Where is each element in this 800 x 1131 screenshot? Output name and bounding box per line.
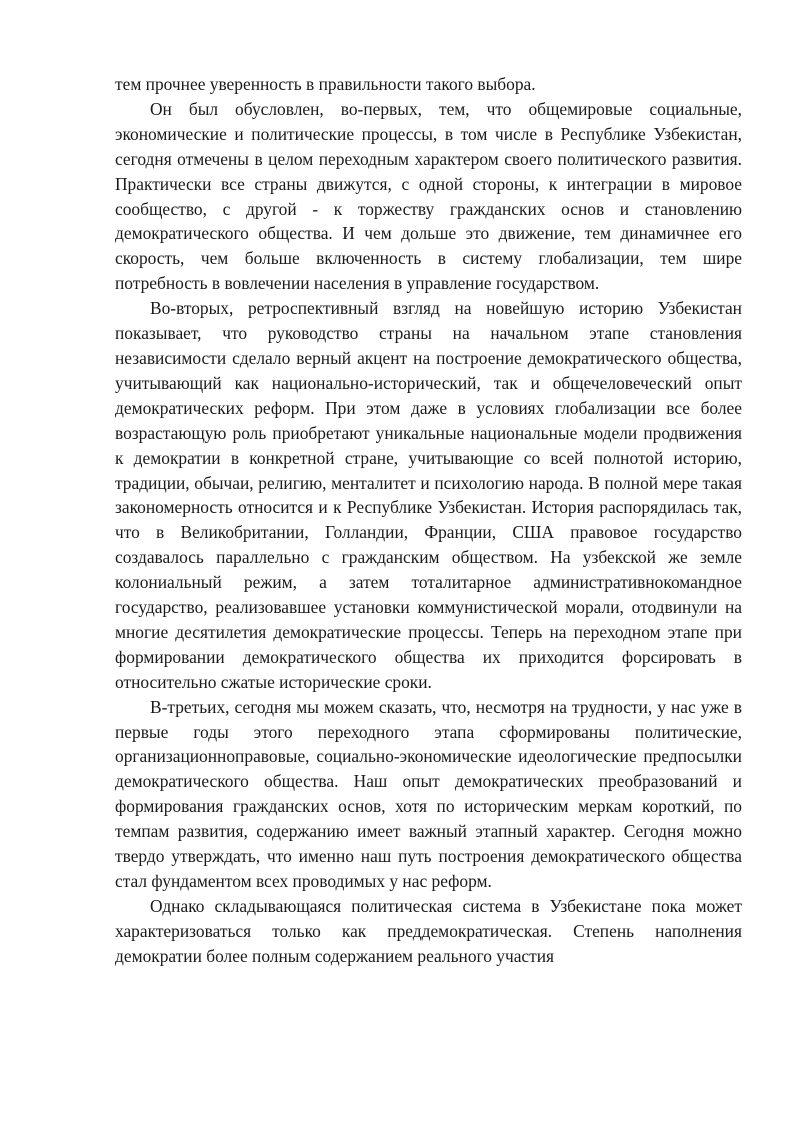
paragraph: Во-вторых, ретроспективный взгляд на новейшую историю Узбекистан показывает, что руководство страны на начальном этапе становления независимости сделало верный акцент на построение демократического общества, учитывающий как национально-исторический, так и общечеловеческий опыт демократических реформ. При этом даже в условиях глобализации все более возрастающую роль приобретают уникальные национальные модели продвижения к демократии в конкретной стране, учитывающие со всей полнотой историю, традиции, обычаи, религию, менталитет и психологию народа. В полной мере такая закономерность относится и к Республике Узбекистан. История распорядилась так, что в Великобритании, Голландии, Франции, США правовое государство создавалось параллельно с гражданским обществом. На узбекской же земле колониальный режим, а затем тоталитарное административнокомандное государство, реализовавшее установки коммунистической морали, отодвинули на многие десятилетия демократические процессы. Теперь на переходном этапе при формировании демократического общества их приходится форсировать в относительно сжатые исторические сроки. bbox=[115, 298, 742, 692]
paragraph: Однако складывающаяся политическая система в Узбекистане пока может характеризоваться только как преддемократическая. Степень наполнения демократии более полным содержанием реального участия bbox=[115, 895, 742, 966]
paragraph: Он был обусловлен, во-первых, тем, что общемировые социальные, экономические и политические процессы, в том числе в Республике Узбекистан, сегодня отмечены в целом переходным характером своего политического развития. Практически все страны движутся, с одной стороны, к интеграции в мировое сообщество, с другой - к торжеству гражданских основ и становлению демократического общества. И чем дольше это движение, тем динамичнее его скорость, чем больше включенность в систему глобализации, тем шире потребность в вовлечении населения в управление государством. bbox=[115, 98, 742, 294]
paragraph-continuation: тем прочнее уверенность в правильности такого выбора. bbox=[115, 74, 536, 94]
document-body bbox=[115, 72, 742, 969]
paragraph: В-третьих, сегодня мы можем сказать, что, несмотря на трудности, у нас уже в первые годы этого переходного этапа сформированы политические, организационноправовые, социально-экономические идеологические предпосылки демократического общества. Наш опыт демократических преобразований и формирования гражданских основ, хотя по историческим меркам короткий, по темпам развития, содержанию имеет важный этапный характер. Сегодня можно твердо утверждать, что именно наш путь построения демократического общества стал фундаментом всех проводимых у нас реформ. bbox=[115, 696, 742, 891]
